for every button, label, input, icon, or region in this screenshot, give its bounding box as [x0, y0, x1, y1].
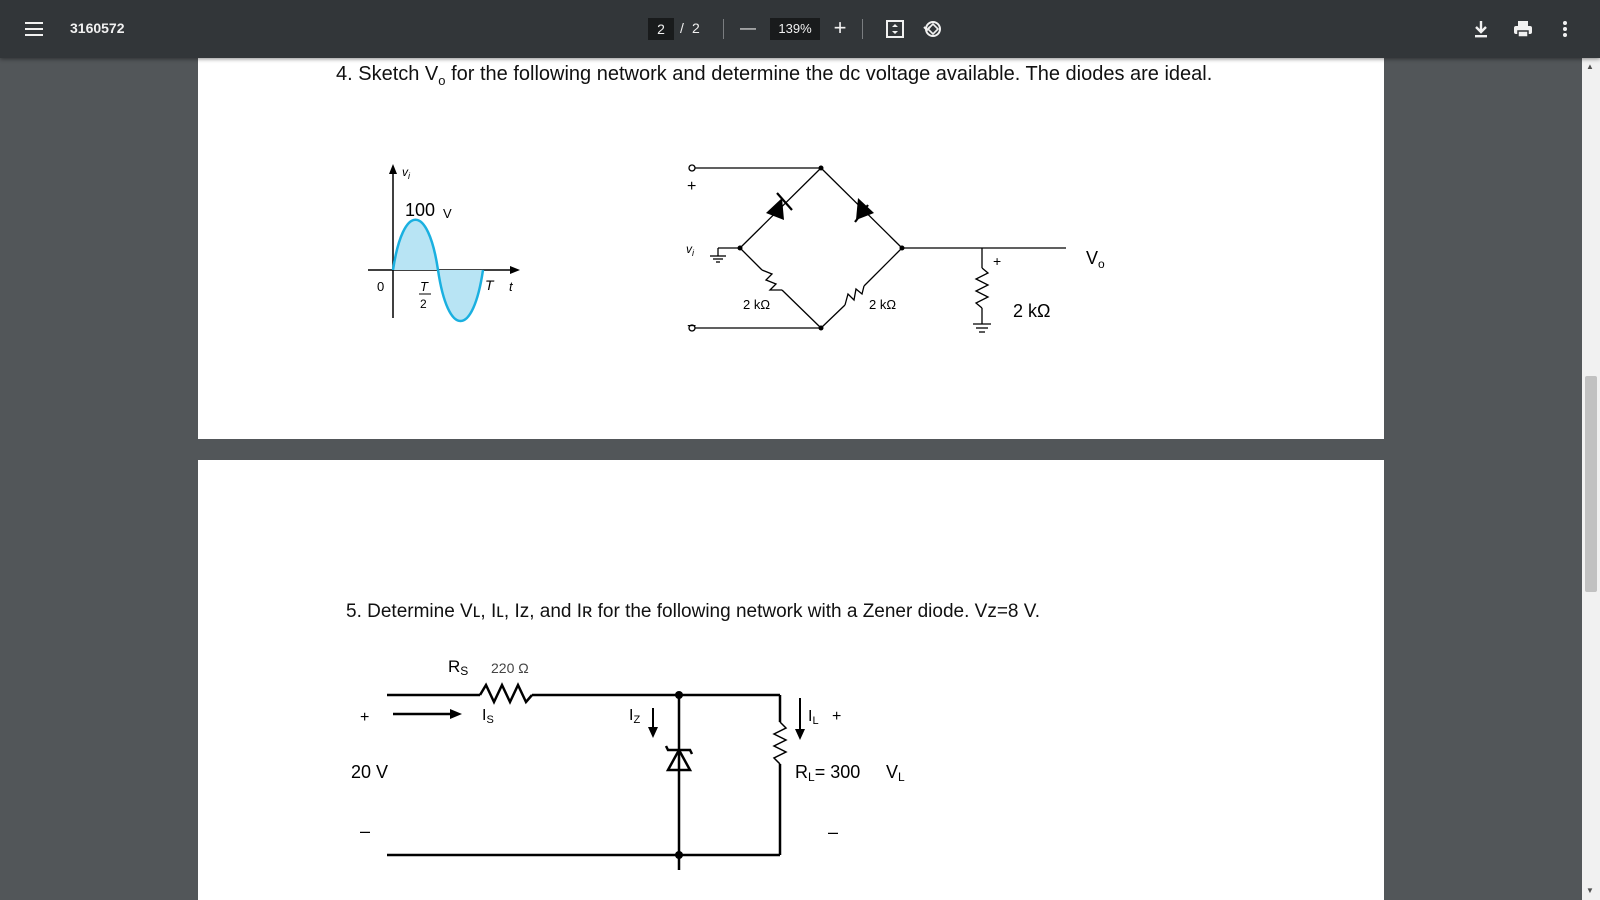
load-plus-label: + — [832, 708, 842, 725]
current-arrows — [393, 698, 805, 740]
source-resistor-value: 220 Ω — [491, 660, 529, 676]
menu-icon[interactable] — [22, 18, 46, 40]
vertical-scrollbar[interactable] — [1582, 58, 1600, 900]
document-title: 3160572 — [70, 20, 125, 36]
scrollbar-thumb[interactable] — [1585, 376, 1597, 592]
source-resistor-label: RS — [448, 657, 469, 678]
half-period-denominator: 2 — [420, 297, 427, 311]
input-voltage-label: $v_i$ — [686, 242, 694, 258]
question-4-figure — [198, 58, 1384, 439]
load-current-label: IL — [808, 708, 819, 727]
vi-axis-label: $v_i$ — [402, 165, 410, 181]
load-voltage-label: VL — [886, 762, 905, 784]
input-waveform-graph — [368, 164, 520, 321]
time-axis-label: t — [509, 279, 513, 294]
resistor-2-label: 2 kΩ — [869, 297, 897, 312]
half-period-numerator: T — [420, 279, 428, 294]
page-separator: / — [680, 20, 684, 36]
zoom-in-button[interactable]: + — [833, 15, 847, 40]
load-resistor-label: 2 kΩ — [1013, 301, 1051, 321]
source-minus-label: – — [360, 821, 371, 841]
download-icon[interactable] — [1470, 18, 1492, 40]
question-5-text: 5. Determine Vʟ, Iʟ, Iz, and Iʀ for the following network with a Zener diode. Vz=8 V. — [346, 601, 1040, 622]
resistor-1-label: 2 kΩ — [743, 297, 771, 312]
toolbar-divider — [862, 19, 863, 39]
input-plus-label: + — [687, 178, 697, 195]
more-options-icon[interactable] — [1555, 18, 1575, 40]
period-label: T — [485, 277, 494, 293]
negative-half-cycle — [438, 270, 483, 321]
load-minus-label: – — [828, 822, 839, 842]
zener-current-label: IZ — [629, 707, 641, 726]
page-number-input[interactable]: 2 — [648, 18, 674, 40]
pdf-page — [198, 460, 1384, 900]
scroll-down-icon[interactable]: ▼ — [1586, 886, 1594, 895]
output-voltage-label: $V_o$ — [1086, 248, 1105, 271]
toolbar-divider — [723, 19, 724, 39]
zoom-out-button[interactable]: — — [740, 20, 756, 37]
rotate-icon[interactable] — [922, 18, 944, 40]
pdf-page — [198, 58, 1384, 439]
source-voltage-label: 20 V — [351, 762, 389, 782]
origin-label: 0 — [377, 279, 385, 294]
question-4-text: 4. Sketch $V_o$ for the following network and determine the dc voltage available. The diodes are ideal. — [336, 63, 1213, 88]
diode-symbol — [766, 193, 792, 220]
pdf-toolbar — [0, 0, 1600, 58]
question-5-figure — [198, 460, 1384, 900]
source-plus-label: + — [360, 709, 370, 726]
load-resistor-label: RL= 300 — [795, 762, 861, 784]
amplitude-label: 100 — [405, 200, 436, 220]
fit-page-icon[interactable] — [884, 18, 906, 40]
source-current-label: IS — [482, 707, 494, 726]
total-pages: 2 — [692, 20, 700, 36]
zoom-level-input[interactable]: 139% — [770, 18, 820, 40]
input-minus-label: − — [687, 318, 697, 335]
scroll-up-icon[interactable]: ▲ — [1586, 62, 1594, 71]
amplitude-unit: V — [443, 206, 452, 221]
output-plus-label: + — [993, 253, 1002, 269]
print-icon[interactable] — [1512, 18, 1534, 40]
positive-half-cycle — [393, 220, 438, 270]
